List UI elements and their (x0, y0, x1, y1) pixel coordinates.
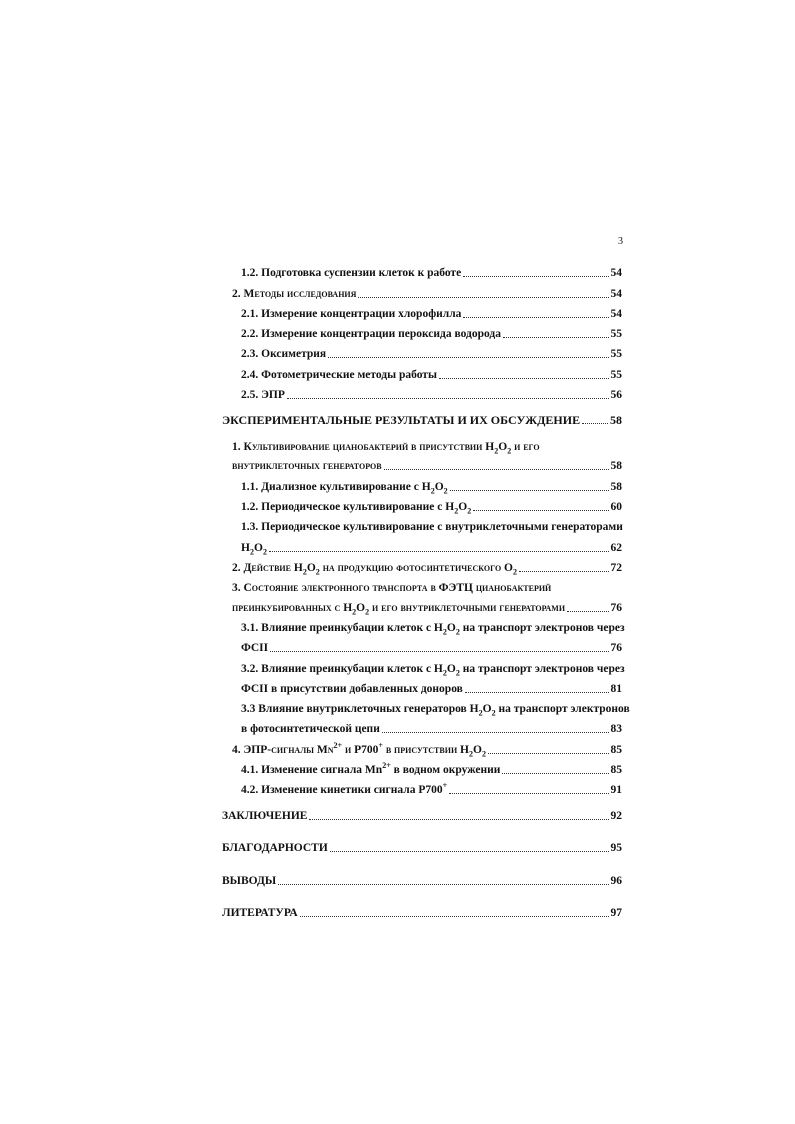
entry-text-part: 4.1. Изменение сигнала Mn (241, 764, 383, 776)
entry-text-part: O (356, 602, 366, 614)
entry-text-part: 2 (249, 547, 254, 557)
entry-text: ВЫВОДЫ (222, 875, 277, 887)
entry-label (241, 346, 326, 362)
entry-text: 2.2. Измерение концентрации пероксида водорода (241, 328, 501, 340)
dot-leader (502, 773, 608, 774)
entry-text-part: на транспорт электронов через (459, 663, 625, 675)
entry-label (222, 840, 328, 856)
entry-page-number: 81 (610, 683, 622, 695)
entry-text-part: в водном окружении (390, 764, 501, 776)
dot-leader (449, 793, 608, 794)
entry-text-part: 2 (430, 486, 435, 496)
dot-leader (463, 317, 608, 318)
entry-label (241, 721, 380, 737)
toc-entry (241, 721, 622, 737)
entry-text: ЛИТЕРАТУРА (222, 907, 298, 919)
entry-page-number: 85 (610, 744, 622, 756)
toc-entry (241, 499, 622, 515)
dot-leader (328, 357, 608, 358)
entry-text-part: H (241, 542, 250, 554)
entry-label (222, 808, 307, 824)
dot-leader (309, 819, 608, 820)
entry-text-part: 2 (468, 749, 474, 759)
entry-text-part: 1.1. Диализное культивирование с H (241, 481, 431, 493)
toc-entry (241, 346, 622, 362)
dot-leader (384, 469, 609, 470)
entry-text: 1.3. Периодическое культивирование с внутриклеточными генераторами (241, 521, 623, 533)
dot-leader (473, 510, 608, 511)
entry-text-part: + (442, 781, 448, 791)
entry-text-part: O (446, 622, 456, 634)
entry-page-number: 58 (610, 413, 622, 427)
entry-page-number: 72 (610, 562, 622, 574)
entry-text-part: на транспорт электронов (495, 703, 630, 715)
toc-entry (241, 540, 622, 556)
toc-entry (222, 905, 622, 921)
dot-leader (503, 337, 609, 338)
entry-text: 2.4. Фотометрические методы работы (241, 369, 437, 381)
entry-page-number: 58 (610, 460, 622, 472)
entry-label (241, 499, 471, 515)
entry-text-part: 2 (455, 627, 460, 637)
entry-label (241, 367, 437, 383)
dot-leader (465, 692, 609, 693)
entry-page-number: 91 (610, 784, 622, 796)
entry-text-part: O (473, 744, 482, 756)
entry-page-number: 62 (610, 542, 622, 554)
toc-entry (241, 367, 622, 383)
dot-leader (488, 753, 609, 754)
toc-entry-line (241, 701, 630, 717)
entry-text-part: 2 (467, 506, 472, 516)
entry-text-part: и его (511, 441, 540, 453)
entry-text-part: 2 (302, 567, 307, 577)
entry-text-part: преинкубированных с H (232, 602, 353, 614)
entry-page-number: 55 (610, 328, 622, 340)
toc-entry (232, 286, 622, 302)
entry-label (232, 560, 517, 576)
entry-text-part: + (378, 741, 383, 751)
entry-text-part: 4. ЭПР-сигналы Mn (232, 744, 334, 756)
dot-leader (582, 423, 608, 424)
toc-entry (241, 387, 622, 403)
entry-page-number: 96 (610, 875, 622, 887)
entry-text: 3. Состояние электронного транспорта в ФЭТЦ цианобактерий (232, 582, 552, 594)
entry-text: внутриклеточных генераторов (232, 460, 382, 472)
entry-text-part: 2 (262, 547, 267, 557)
dot-leader (330, 851, 609, 852)
entry-text: 2.1. Измерение концентрации хлорофилла (241, 308, 462, 320)
entry-text: в фотосинтетической цепи (241, 723, 380, 735)
entry-text-part: 3.2. Влияние преинкубации клеток с H (241, 663, 443, 675)
entry-label (241, 387, 285, 403)
toc-entry-line (232, 439, 540, 455)
entry-label (241, 762, 500, 778)
entry-text: БЛАГОДАРНОСТИ (222, 842, 328, 854)
entry-text: ЗАКЛЮЧЕНИЕ (222, 810, 308, 822)
dot-leader (287, 398, 609, 399)
entry-label (241, 265, 461, 281)
dot-leader (358, 297, 608, 298)
entry-text-part: 2 (365, 607, 370, 617)
entry-text-part: 2 (455, 668, 460, 678)
entry-text-part: 2 (478, 708, 483, 718)
toc-entry (222, 840, 622, 856)
toc-entry (222, 412, 622, 428)
entry-text-part: 2 (442, 627, 447, 637)
entry-label (222, 905, 298, 921)
toc-entry-line (232, 580, 551, 596)
entry-label (232, 286, 356, 302)
entry-label (241, 540, 267, 556)
entry-page-number: 56 (610, 389, 622, 401)
entry-text-part: O (434, 481, 444, 493)
entry-page-number: 85 (610, 764, 622, 776)
entry-text: 2.3. Оксиметрия (241, 348, 327, 360)
entry-label (241, 782, 447, 798)
dot-leader (567, 611, 608, 612)
dot-leader (300, 916, 609, 917)
dot-leader (270, 651, 608, 652)
entry-text-part: O (253, 542, 263, 554)
entry-page-number: 54 (610, 308, 622, 320)
entry-page-number: 83 (610, 723, 622, 735)
entry-text-part: 1. Культивирование цианобактерий в присутствии H (232, 441, 495, 453)
entry-text-part: 2 (454, 506, 459, 516)
toc-entry (232, 458, 622, 474)
entry-text-part: O (446, 663, 456, 675)
entry-text-part: 2 (443, 486, 448, 496)
entry-label (232, 458, 382, 474)
entry-page-number: 60 (610, 501, 622, 513)
entry-page-number: 95 (610, 842, 622, 854)
entry-text-part: 2. Действие H (232, 562, 303, 574)
toc-entry (241, 479, 622, 495)
entry-text-part: на продукцию фотосинтетического O (319, 562, 514, 574)
dot-leader (382, 732, 609, 733)
entry-page-number: 58 (610, 481, 622, 493)
entry-text-part: 2 (494, 446, 499, 456)
toc-entry (241, 762, 622, 778)
toc-entry (241, 306, 622, 322)
entry-text-part: 2+ (333, 741, 343, 751)
entry-text-part: 2 (507, 446, 512, 456)
entry-text-part: в присутствии H (382, 744, 469, 756)
entry-text: 1.2. Подготовка суспензии клеток к работе (241, 267, 462, 279)
toc-entry (232, 560, 622, 576)
entry-text-part: 2 (442, 668, 447, 678)
entry-text: 2. Методы исследования (232, 288, 357, 300)
entry-page-number: 54 (610, 288, 622, 300)
entry-page-number: 92 (610, 810, 622, 822)
toc-entry (241, 326, 622, 342)
toc-entry (241, 265, 622, 281)
entry-text: 2.5. ЭПР (241, 389, 285, 401)
dot-leader (269, 551, 609, 552)
dot-leader (439, 378, 609, 379)
entry-text-part: 2 (352, 607, 357, 617)
entry-text-part: O (498, 441, 508, 453)
entry-label (241, 306, 461, 322)
toc-entry (232, 742, 622, 758)
entry-page-number: 55 (610, 369, 622, 381)
entry-text-part: 3.1. Влияние преинкубации клеток с H (241, 622, 443, 634)
toc-entry (241, 782, 622, 798)
dot-leader (519, 571, 608, 572)
entry-text-part: 2 (315, 567, 320, 577)
entry-text-part: 2+ (382, 761, 391, 771)
entry-text: ЭКСПЕРИМЕНТАЛЬНЫЕ РЕЗУЛЬТАТЫ И ИХ ОБСУЖДЕНИЕ (222, 413, 581, 427)
entry-text-part: 3.3 Влияние внутриклеточных генераторов H (241, 703, 479, 715)
entry-text-part: 2 (481, 749, 486, 759)
entry-text: ФСII в присутствии добавленных доноров (241, 683, 463, 695)
entry-label (222, 412, 580, 428)
entry-label (232, 742, 486, 758)
entry-page-number: 55 (610, 348, 622, 360)
dot-leader (278, 884, 608, 885)
entry-label (222, 873, 276, 889)
entry-label (241, 640, 268, 656)
entry-page-number: 54 (610, 267, 622, 279)
entry-text-part: на транспорт электронов через (459, 622, 625, 634)
toc-entry (232, 600, 622, 616)
toc-entry-line (241, 519, 623, 535)
entry-text-part: O (306, 562, 316, 574)
entry-text: ФСII (241, 642, 269, 654)
dot-leader (450, 490, 609, 491)
entry-label (241, 681, 463, 697)
toc-entry-line (241, 620, 625, 636)
entry-label (232, 600, 565, 616)
entry-page-number: 76 (610, 642, 622, 654)
toc-entry (222, 873, 622, 889)
entry-text-part: и его внутриклеточными генераторами (369, 602, 566, 614)
entry-label (241, 326, 501, 342)
toc-entry (222, 808, 622, 824)
entry-text-part: O (482, 703, 492, 715)
page-number: 3 (618, 236, 623, 247)
entry-text-part: 2 (513, 567, 518, 577)
entry-text-part: и P700 (342, 744, 379, 756)
entry-label (241, 479, 448, 495)
entry-text-part: 2 (491, 708, 496, 718)
dot-leader (463, 276, 608, 277)
toc-entry-line (241, 661, 625, 677)
entry-text-part: 4.2. Изменение кинетики сигнала P700 (241, 784, 443, 796)
toc-entry (241, 681, 622, 697)
entry-text-part: O (458, 501, 468, 513)
toc-entry (241, 640, 622, 656)
entry-page-number: 97 (610, 907, 622, 919)
entry-page-number: 76 (610, 602, 622, 614)
entry-text-part: 1.2. Периодическое культивирование с H (241, 501, 455, 513)
